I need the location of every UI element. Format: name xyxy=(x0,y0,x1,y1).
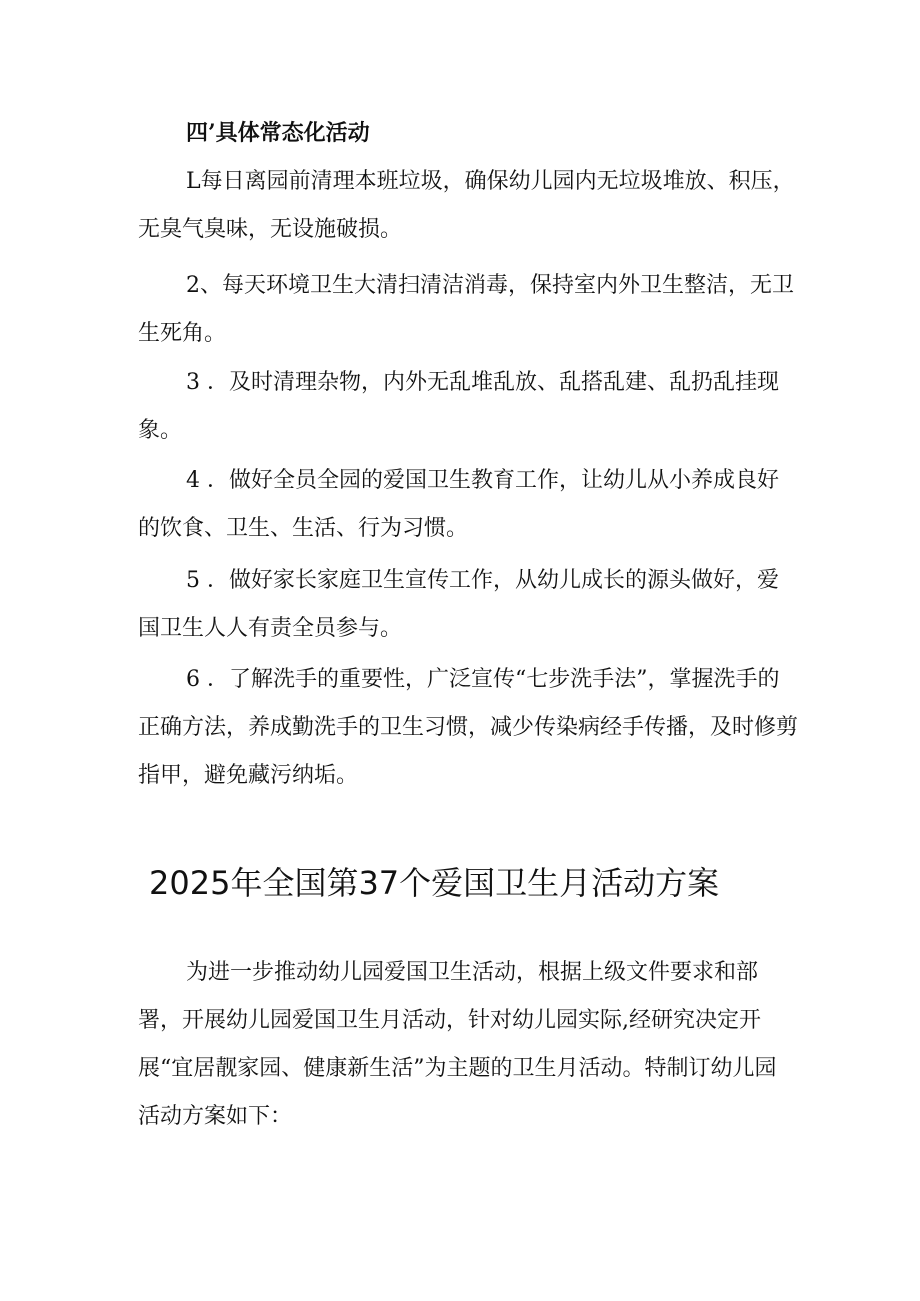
intro-paragraph: 为进一步推动幼儿园爱国卫生活动，根据上级文件要求和部署，开展幼儿园爱国卫生月活动，针对幼儿园实际,经研究决定开展“宜居靓家园、健康新生活”为主题的卫生月活动。特制订幼儿园活动方案如下： xyxy=(138,960,777,1129)
list-item: 3 ．及时清理杂物，内外无乱堆乱放、乱搭乱建、乱扔乱挂现象。 xyxy=(138,370,779,443)
list-item: 2、每天环境卫生大清扫清洁消毒，保持室内外卫生整洁，无卫生死角。 xyxy=(138,273,794,346)
page-title: 2025年全国第37个爱国卫生月活动方案 xyxy=(149,864,720,902)
list-item: 5 ．做好家长家庭卫生宣传工作，从幼儿成长的源头做好，爱国卫生人人有责全员参与。 xyxy=(138,568,779,641)
list-item: L每日离园前清理本班垃圾，确保幼儿园内无垃圾堆放、积压，无臭气臭味，无设施破损。 xyxy=(138,169,795,242)
list-item: 6 ．了解洗手的重要性，广泛宣传“七步洗手法”，掌握洗手的正确方法，养成勤洗手的卫生习惯，减少传染病经手传播，及时修剪指甲，避免藏污纳垢。 xyxy=(138,667,799,788)
list-item: 4 ．做好全员全园的爱国卫生教育工作，让幼儿从小养成良好的饮食、卫生、生活、行为习惯。 xyxy=(138,468,779,541)
section-heading: 四’具体常态化活动 xyxy=(186,120,370,146)
